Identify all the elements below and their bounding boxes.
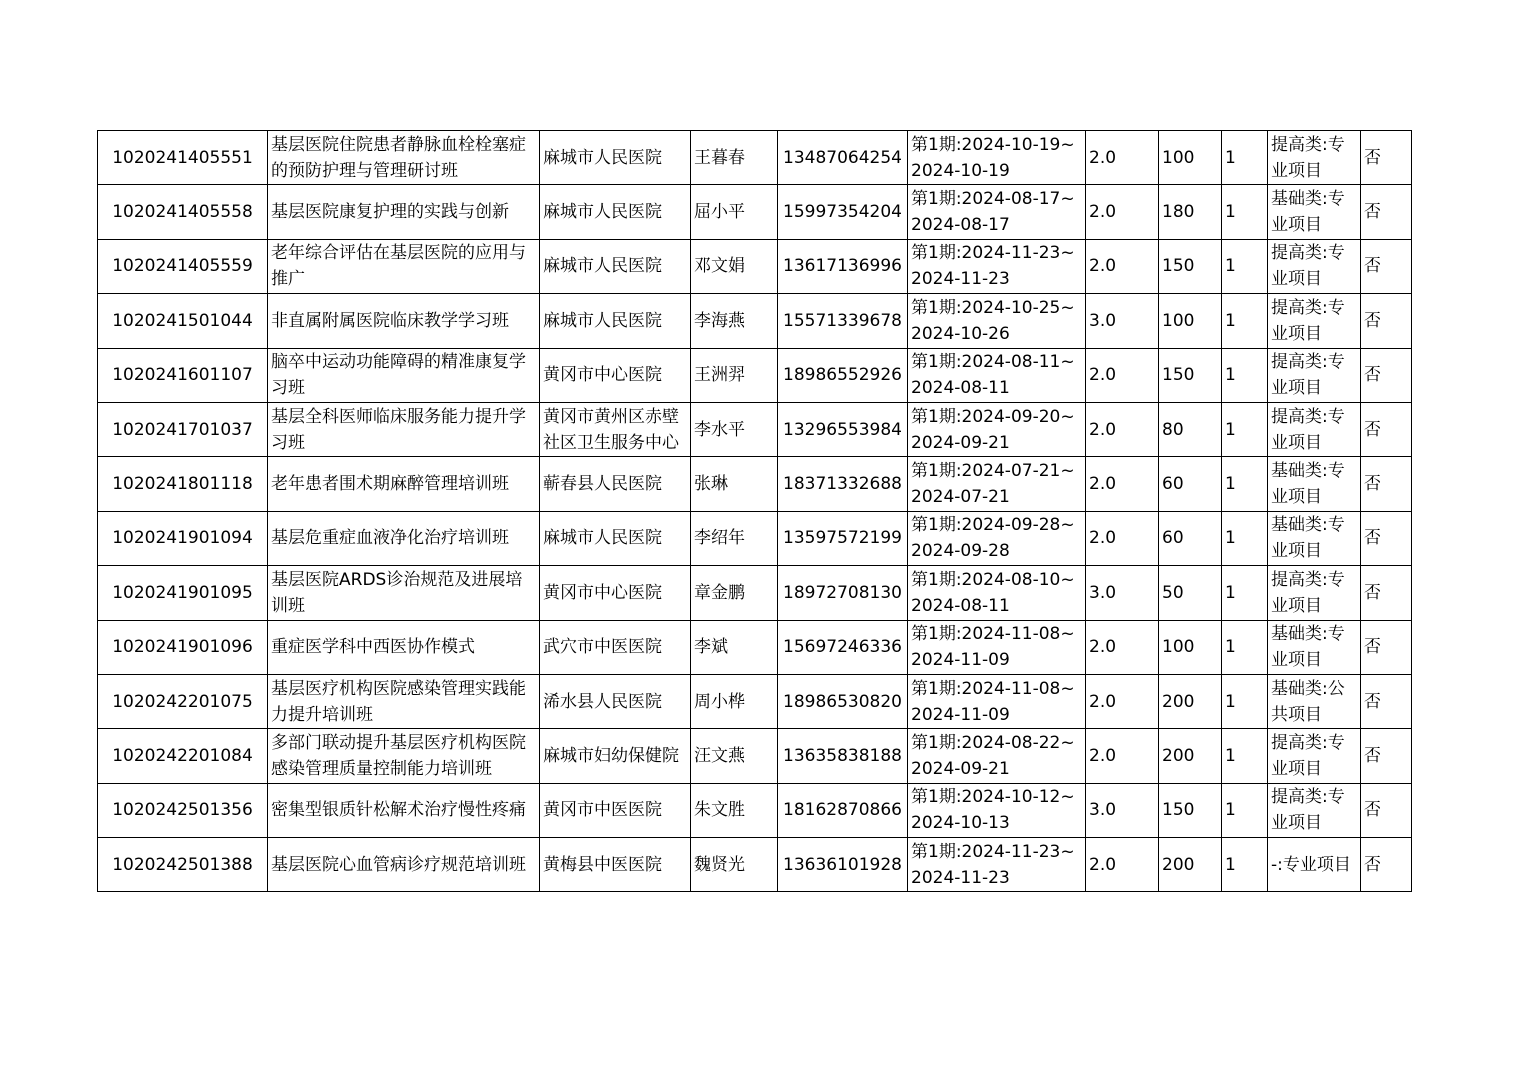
table-row: [98, 674, 1412, 728]
enrollment-cell: 200: [1159, 674, 1222, 728]
sessions-cell: 1: [1222, 457, 1268, 511]
project-title-cell: 基层医院康复护理的实践与创新: [268, 185, 540, 239]
project-title-cell: 基层医院ARDS诊治规范及进展培训班: [268, 566, 540, 620]
flag-cell: 否: [1361, 566, 1412, 620]
phone-cell: 13296553984: [778, 402, 908, 456]
project-title-cell: 老年综合评估在基层医院的应用与推广: [268, 239, 540, 293]
contact-person-cell: 王洲羿: [691, 348, 778, 402]
flag-cell: 否: [1361, 348, 1412, 402]
contact-person-cell: 邓文娟: [691, 239, 778, 293]
organizer-cell: 麻城市人民医院: [540, 185, 691, 239]
table-row: [98, 185, 1412, 239]
table-row: [98, 511, 1412, 565]
project-code-cell: 1020241405559: [98, 239, 268, 293]
sessions-cell: 1: [1222, 566, 1268, 620]
enrollment-cell: 150: [1159, 348, 1222, 402]
period-cell: 第1期:2024-09-20~2024-09-21: [908, 402, 1086, 456]
table-row: [98, 131, 1412, 185]
project-type-cell: 提高类:专业项目: [1268, 239, 1361, 293]
period-cell: 第1期:2024-11-08~2024-11-09: [908, 674, 1086, 728]
enrollment-cell: 60: [1159, 457, 1222, 511]
enrollment-cell: 100: [1159, 294, 1222, 348]
project-code-cell: 1020241901096: [98, 620, 268, 674]
contact-person-cell: 李绍年: [691, 511, 778, 565]
flag-cell: 否: [1361, 729, 1412, 783]
flag-cell: 否: [1361, 838, 1412, 892]
contact-person-cell: 朱文胜: [691, 783, 778, 837]
project-title-cell: 重症医学科中西医协作模式: [268, 620, 540, 674]
flag-cell: 否: [1361, 674, 1412, 728]
enrollment-cell: 150: [1159, 239, 1222, 293]
flag-cell: 否: [1361, 294, 1412, 348]
project-type-cell: 提高类:专业项目: [1268, 566, 1361, 620]
credit-cell: 2.0: [1086, 674, 1159, 728]
flag-cell: 否: [1361, 783, 1412, 837]
table-row: [98, 783, 1412, 837]
period-cell: 第1期:2024-08-10~2024-08-11: [908, 566, 1086, 620]
table-row: [98, 620, 1412, 674]
sessions-cell: 1: [1222, 185, 1268, 239]
sessions-cell: 1: [1222, 511, 1268, 565]
project-title-cell: 非直属附属医院临床教学学习班: [268, 294, 540, 348]
credit-cell: 2.0: [1086, 729, 1159, 783]
enrollment-cell: 50: [1159, 566, 1222, 620]
enrollment-cell: 60: [1159, 511, 1222, 565]
project-type-cell: 提高类:专业项目: [1268, 294, 1361, 348]
project-title-cell: 基层医院心血管病诊疗规范培训班: [268, 838, 540, 892]
phone-cell: 18162870866: [778, 783, 908, 837]
period-cell: 第1期:2024-11-23~2024-11-23: [908, 838, 1086, 892]
enrollment-cell: 180: [1159, 185, 1222, 239]
table-row: [98, 729, 1412, 783]
sessions-cell: 1: [1222, 239, 1268, 293]
contact-person-cell: 李海燕: [691, 294, 778, 348]
contact-person-cell: 张琳: [691, 457, 778, 511]
period-cell: 第1期:2024-09-28~2024-09-28: [908, 511, 1086, 565]
phone-cell: 15697246336: [778, 620, 908, 674]
organizer-cell: 浠水县人民医院: [540, 674, 691, 728]
phone-cell: 18986530820: [778, 674, 908, 728]
organizer-cell: 黄冈市中心医院: [540, 566, 691, 620]
organizer-cell: 黄冈市中心医院: [540, 348, 691, 402]
table-row: [98, 239, 1412, 293]
flag-cell: 否: [1361, 511, 1412, 565]
project-code-cell: 1020242501356: [98, 783, 268, 837]
credit-cell: 3.0: [1086, 566, 1159, 620]
credit-cell: 3.0: [1086, 294, 1159, 348]
flag-cell: 否: [1361, 457, 1412, 511]
project-code-cell: 1020241405558: [98, 185, 268, 239]
project-type-cell: 提高类:专业项目: [1268, 131, 1361, 185]
project-type-cell: 基础类:公共项目: [1268, 674, 1361, 728]
table-row: [98, 402, 1412, 456]
sessions-cell: 1: [1222, 131, 1268, 185]
credit-cell: 2.0: [1086, 185, 1159, 239]
phone-cell: 13617136996: [778, 239, 908, 293]
project-title-cell: 老年患者围术期麻醉管理培训班: [268, 457, 540, 511]
credit-cell: 2.0: [1086, 457, 1159, 511]
credit-cell: 2.0: [1086, 838, 1159, 892]
organizer-cell: 麻城市人民医院: [540, 294, 691, 348]
flag-cell: 否: [1361, 620, 1412, 674]
organizer-cell: 武穴市中医医院: [540, 620, 691, 674]
credit-cell: 2.0: [1086, 402, 1159, 456]
project-code-cell: 1020242201084: [98, 729, 268, 783]
organizer-cell: 麻城市人民医院: [540, 239, 691, 293]
project-type-cell: 基础类:专业项目: [1268, 185, 1361, 239]
enrollment-cell: 200: [1159, 729, 1222, 783]
period-cell: 第1期:2024-11-08~2024-11-09: [908, 620, 1086, 674]
project-code-cell: 1020241901094: [98, 511, 268, 565]
period-cell: 第1期:2024-08-22~2024-09-21: [908, 729, 1086, 783]
period-cell: 第1期:2024-10-12~2024-10-13: [908, 783, 1086, 837]
organizer-cell: 麻城市人民医院: [540, 131, 691, 185]
table-row: [98, 566, 1412, 620]
table-row: [98, 838, 1412, 892]
period-cell: 第1期:2024-07-21~2024-07-21: [908, 457, 1086, 511]
credit-cell: 2.0: [1086, 131, 1159, 185]
project-code-cell: 1020241901095: [98, 566, 268, 620]
table-body: [98, 131, 1412, 892]
phone-cell: 15997354204: [778, 185, 908, 239]
phone-cell: 13597572199: [778, 511, 908, 565]
phone-cell: 18371332688: [778, 457, 908, 511]
project-title-cell: 基层危重症血液净化治疗培训班: [268, 511, 540, 565]
project-title-cell: 基层医疗机构医院感染管理实践能力提升培训班: [268, 674, 540, 728]
credit-cell: 2.0: [1086, 620, 1159, 674]
sessions-cell: 1: [1222, 838, 1268, 892]
flag-cell: 否: [1361, 131, 1412, 185]
sessions-cell: 1: [1222, 729, 1268, 783]
table-row: [98, 294, 1412, 348]
project-table: [97, 130, 1412, 892]
sessions-cell: 1: [1222, 783, 1268, 837]
contact-person-cell: 李斌: [691, 620, 778, 674]
sessions-cell: 1: [1222, 402, 1268, 456]
period-cell: 第1期:2024-11-23~2024-11-23: [908, 239, 1086, 293]
contact-person-cell: 周小桦: [691, 674, 778, 728]
contact-person-cell: 章金鹏: [691, 566, 778, 620]
project-type-cell: 提高类:专业项目: [1268, 783, 1361, 837]
sessions-cell: 1: [1222, 674, 1268, 728]
project-code-cell: 1020241501044: [98, 294, 268, 348]
contact-person-cell: 屈小平: [691, 185, 778, 239]
credit-cell: 3.0: [1086, 783, 1159, 837]
sessions-cell: 1: [1222, 620, 1268, 674]
project-type-cell: 基础类:专业项目: [1268, 620, 1361, 674]
credit-cell: 2.0: [1086, 348, 1159, 402]
sessions-cell: 1: [1222, 294, 1268, 348]
period-cell: 第1期:2024-10-19~2024-10-19: [908, 131, 1086, 185]
period-cell: 第1期:2024-10-25~2024-10-26: [908, 294, 1086, 348]
organizer-cell: 蕲春县人民医院: [540, 457, 691, 511]
phone-cell: 18972708130: [778, 566, 908, 620]
organizer-cell: 麻城市人民医院: [540, 511, 691, 565]
sessions-cell: 1: [1222, 348, 1268, 402]
organizer-cell: 麻城市妇幼保健院: [540, 729, 691, 783]
project-code-cell: 1020241801118: [98, 457, 268, 511]
table-row: [98, 457, 1412, 511]
project-code-cell: 1020241601107: [98, 348, 268, 402]
flag-cell: 否: [1361, 239, 1412, 293]
project-title-cell: 多部门联动提升基层医疗机构医院感染管理质量控制能力培训班: [268, 729, 540, 783]
phone-cell: 15571339678: [778, 294, 908, 348]
contact-person-cell: 汪文燕: [691, 729, 778, 783]
project-type-cell: 基础类:专业项目: [1268, 511, 1361, 565]
enrollment-cell: 200: [1159, 838, 1222, 892]
organizer-cell: 黄冈市黄州区赤壁社区卫生服务中心: [540, 402, 691, 456]
project-code-cell: 1020242201075: [98, 674, 268, 728]
project-title-cell: 基层医院住院患者静脉血栓栓塞症的预防护理与管理研讨班: [268, 131, 540, 185]
table-row: [98, 348, 1412, 402]
project-type-cell: 提高类:专业项目: [1268, 729, 1361, 783]
project-title-cell: 脑卒中运动功能障碍的精准康复学习班: [268, 348, 540, 402]
flag-cell: 否: [1361, 185, 1412, 239]
enrollment-cell: 150: [1159, 783, 1222, 837]
enrollment-cell: 100: [1159, 131, 1222, 185]
project-code-cell: 1020241701037: [98, 402, 268, 456]
phone-cell: 13487064254: [778, 131, 908, 185]
project-title-cell: 基层全科医师临床服务能力提升学习班: [268, 402, 540, 456]
enrollment-cell: 80: [1159, 402, 1222, 456]
credit-cell: 2.0: [1086, 239, 1159, 293]
flag-cell: 否: [1361, 402, 1412, 456]
organizer-cell: 黄冈市中医医院: [540, 783, 691, 837]
period-cell: 第1期:2024-08-17~2024-08-17: [908, 185, 1086, 239]
phone-cell: 13635838188: [778, 729, 908, 783]
contact-person-cell: 王暮春: [691, 131, 778, 185]
credit-cell: 2.0: [1086, 511, 1159, 565]
contact-person-cell: 魏贤光: [691, 838, 778, 892]
organizer-cell: 黄梅县中医医院: [540, 838, 691, 892]
period-cell: 第1期:2024-08-11~2024-08-11: [908, 348, 1086, 402]
phone-cell: 18986552926: [778, 348, 908, 402]
enrollment-cell: 100: [1159, 620, 1222, 674]
project-code-cell: 1020242501388: [98, 838, 268, 892]
contact-person-cell: 李水平: [691, 402, 778, 456]
phone-cell: 13636101928: [778, 838, 908, 892]
project-type-cell: 提高类:专业项目: [1268, 348, 1361, 402]
project-title-cell: 密集型银质针松解术治疗慢性疼痛: [268, 783, 540, 837]
project-type-cell: 提高类:专业项目: [1268, 402, 1361, 456]
project-code-cell: 1020241405551: [98, 131, 268, 185]
project-type-cell: -:专业项目: [1268, 838, 1361, 892]
project-type-cell: 基础类:专业项目: [1268, 457, 1361, 511]
